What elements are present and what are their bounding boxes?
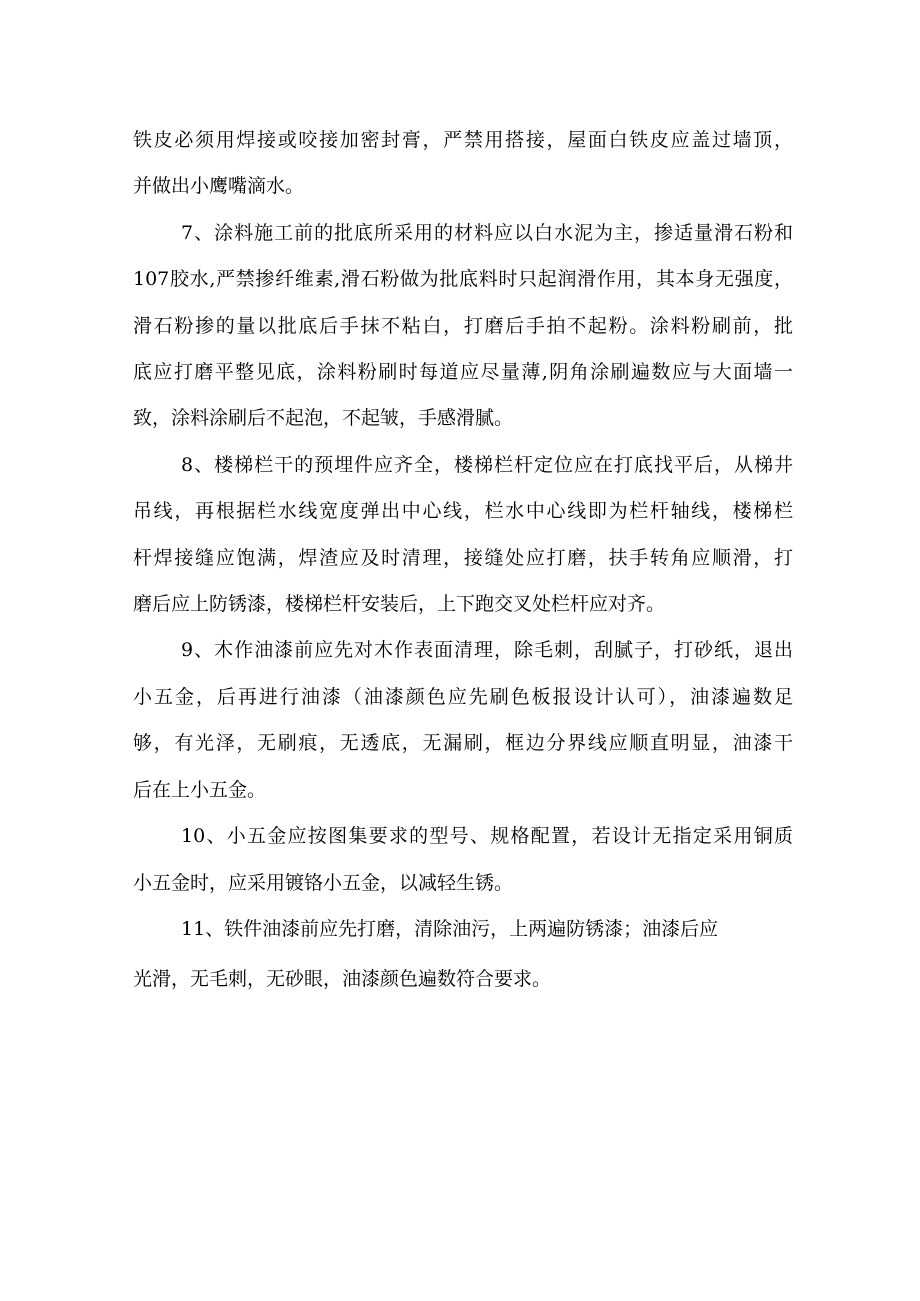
- text-line: 小五金时，应采用镀铬小五金，以减轻生锈。: [133, 872, 514, 894]
- text-line: 吊线，再根据栏水线宽度弹出中心线，栏水中心线即为栏杆轴线，楼梯栏: [133, 500, 793, 522]
- paragraph-first-line: 8、楼梯栏干的预埋件应齐全，楼梯栏杆定位应在打底找平后，从梯井: [181, 454, 793, 476]
- paragraph-first-line: 11、铁件油漆前应先打磨，清除油污，上两遍防锈漆；油漆后应: [181, 918, 719, 940]
- text-line: 并做出小鹰嘴滴水。: [133, 175, 305, 197]
- text-line: 够，有光泽，无刷痕，无透底，无漏刷，框边分界线应顺直明显，油漆干: [133, 732, 793, 754]
- paragraph-first-line: 9、木作油漆前应先对木作表面清理，除毛刺，刮腻子，打砂纸，退出: [181, 639, 793, 661]
- text-line: 滑石粉掺的量以批底后手抹不粘白，打磨后手拍不起粉。涂料粉刷前，批: [133, 315, 793, 337]
- text-line: 107胶水,严禁掺纤维素,滑石粉做为批底料时只起润滑作用，其本身无强度，: [133, 268, 793, 290]
- text-line: 磨后应上防锈漆，楼梯栏杆安装后，上下跑交叉处栏杆应对齐。: [133, 593, 666, 615]
- text-line: 铁皮必须用焊接或咬接加密封膏，严禁用搭接，屋面白铁皮应盖过墙顶，: [133, 129, 793, 151]
- text-line: 杆焊接缝应饱满，焊渣应及时清理，接缝处应打磨，扶手转角应顺滑，打: [133, 547, 793, 569]
- text-line: 底应打磨平整见底，涂料粉刷时每道应尽量薄,阴角涂刷遍数应与大面墙一: [133, 361, 793, 383]
- text-line: 小五金，后再进行油漆（油漆颜色应先刷色板报设计认可），油漆遍数足: [133, 686, 793, 708]
- paragraph-first-line: 10、小五金应按图集要求的型号、规格配置，若设计无指定采用铜质: [181, 825, 793, 847]
- text-line: 后在上小五金。: [133, 779, 267, 801]
- paragraph-first-line: 7、涂料施工前的批底所采用的材料应以白水泥为主，掺适量滑石粉和: [181, 222, 793, 244]
- text-line: 致，涂料涂刷后不起泡，不起皱，手感滑腻。: [133, 407, 514, 429]
- text-line: 光滑，无毛刺，无砂眼，油漆颜色遍数符合要求。: [133, 968, 552, 990]
